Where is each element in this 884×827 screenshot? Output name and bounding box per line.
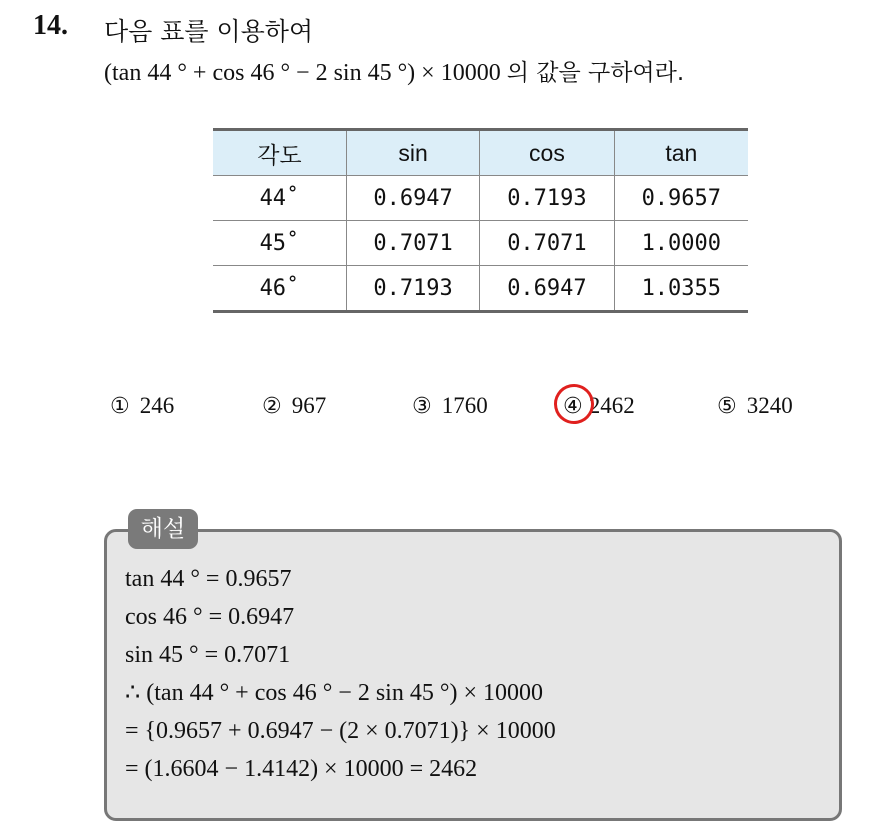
trig-table	[213, 128, 748, 313]
table-header-angle: 각도	[213, 130, 346, 176]
choice-2-value: 967	[291, 393, 327, 418]
table-cell: 0.7071	[346, 221, 479, 266]
solution-line: sin 45 ° = 0.7071	[125, 642, 291, 668]
choice-1-mark: ①	[110, 394, 130, 419]
question-number: 14.	[33, 10, 68, 41]
solution-line: = (1.6604 − 1.4142) × 10000 = 2462	[125, 756, 478, 782]
table-row	[213, 266, 748, 312]
choice-2-mark: ②	[262, 394, 282, 419]
question-expression-line	[104, 54, 684, 87]
table-cell: 44˚	[213, 176, 346, 221]
table-cell: 0.7071	[480, 221, 614, 266]
solution-line: = {0.9657 + 0.6947 − (2 × 0.7071)} × 10000	[125, 718, 556, 744]
solution-line: tan 44 ° = 0.9657	[125, 566, 292, 592]
question-expression-suffix: 의 값을 구하여라.	[506, 60, 685, 86]
table-cell: 0.7193	[346, 266, 479, 312]
choice-4-value: 2462	[588, 393, 635, 418]
solution-line: cos 46 ° = 0.6947	[125, 604, 295, 630]
choice-5[interactable]	[717, 393, 793, 419]
table-cell: 0.6947	[346, 176, 479, 221]
choice-2[interactable]	[262, 393, 326, 419]
table-cell: 0.7193	[480, 176, 614, 221]
table-cell: 0.6947	[480, 266, 614, 312]
answer-choices	[0, 393, 884, 429]
table-cell: 1.0355	[614, 266, 748, 312]
table-header-tan: tan	[614, 130, 748, 176]
choice-1[interactable]	[110, 393, 174, 419]
solution-line: ∴ (tan 44 ° + cos 46 ° − 2 sin 45 °) × 10000	[125, 680, 543, 706]
solution-label: 해설	[128, 509, 198, 549]
table-cell: 1.0000	[614, 221, 748, 266]
table-header-sin: sin	[346, 130, 479, 176]
choice-3[interactable]	[412, 393, 488, 419]
solution-lines	[125, 563, 556, 791]
choice-1-value: 246	[139, 393, 175, 418]
question-expression: (tan 44 ° + cos 46 ° − 2 sin 45 °) × 10000	[104, 60, 501, 86]
table-cell: 46˚	[213, 266, 346, 312]
table-cell: 45˚	[213, 221, 346, 266]
choice-3-value: 1760	[441, 393, 488, 418]
choice-5-value: 3240	[746, 393, 793, 418]
table-row	[213, 221, 748, 266]
choice-3-mark: ③	[412, 394, 432, 419]
choice-4-mark: ④	[563, 394, 583, 419]
table-cell: 0.9657	[614, 176, 748, 221]
table-row	[213, 176, 748, 221]
table-header-row	[213, 130, 748, 176]
table-header-cos: cos	[480, 130, 614, 176]
question-text: 다음 표를 이용하여	[104, 17, 314, 46]
choice-5-mark: ⑤	[717, 394, 737, 419]
